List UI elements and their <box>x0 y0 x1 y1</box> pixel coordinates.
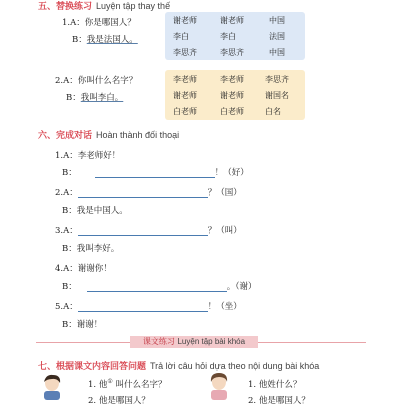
dialog-a-text: 李老师好！ <box>77 151 121 161</box>
banner-cn: 课文练习 <box>142 337 175 346</box>
dialog-b-label: B： <box>62 244 77 254</box>
dialog-b-label: B： <box>62 206 77 216</box>
section-6-title-cn: 六、完成对话 <box>38 131 93 141</box>
dialog-hint: ？（叫） <box>207 226 242 236</box>
question-left-1 <box>88 378 166 390</box>
ex2-b-label: B： <box>66 93 81 103</box>
table2-cell: 谢国名 <box>265 91 289 100</box>
dialog-a-text: 谢谢你！ <box>77 264 112 274</box>
table2-cell: 白老师 <box>220 107 244 116</box>
dialog-b-text: 我是中国人。 <box>76 206 128 216</box>
dialog-num: 5. <box>55 302 64 312</box>
section-6-title-vi: Hoàn thành đối thoại <box>96 130 180 140</box>
table1-cell: 李思齐 <box>220 48 244 57</box>
lesson-practice-banner <box>130 336 258 348</box>
question-text-rest: 叫什么名字？ <box>115 380 167 390</box>
ex1-b-text: 我是法国人。 <box>86 35 138 45</box>
ex1-a-text: 你是哪国人？ <box>84 18 136 28</box>
substitution-table-1 <box>165 12 305 60</box>
dialog-a-label: A： <box>63 302 78 312</box>
table2-cell: 李老师 <box>220 75 244 84</box>
dialog-2-line-a <box>55 186 242 198</box>
section-7-title <box>38 359 319 372</box>
question-text: 他是哪国人？ <box>98 396 150 406</box>
dialog-num: 3. <box>55 226 64 236</box>
dialog-1-line-b <box>62 166 249 178</box>
dialog-3-line-b <box>62 242 119 254</box>
section-5-title-vi: Luyện tập thay thế <box>96 1 171 11</box>
dialog-4-line-a <box>55 262 112 274</box>
dialog-hint: ！（坐） <box>207 302 242 312</box>
question-text: 他 <box>98 380 108 390</box>
ex2-line-b <box>66 91 123 103</box>
ex2-a-text: 你叫什么名字？ <box>77 76 138 86</box>
table1-cell: 李思齐 <box>173 48 197 57</box>
answer-blank[interactable] <box>78 302 208 312</box>
banner-rule-right <box>258 342 366 343</box>
table2-cell: 谢老师 <box>173 91 197 100</box>
table2-cell: 李思齐 <box>265 75 289 84</box>
banner-rule-left <box>36 342 130 343</box>
dialog-a-label: A： <box>63 151 78 161</box>
table1-cell: 法国 <box>269 32 285 41</box>
ex1-line-b <box>72 33 138 45</box>
dialog-num: 1. <box>55 151 64 161</box>
table1-cell: 中国 <box>269 48 285 57</box>
answer-blank[interactable] <box>78 188 208 198</box>
dialog-a-label: A： <box>63 226 78 236</box>
ex1-a-label: A： <box>70 18 85 28</box>
footnote-mark: ① <box>107 378 113 386</box>
dialog-hint: ！（好） <box>214 168 249 178</box>
girl-illustration <box>206 372 232 400</box>
dialog-num: 2. <box>55 188 64 198</box>
ex1-b-label: B： <box>72 35 87 45</box>
boy-illustration <box>40 374 64 400</box>
section-5-title <box>38 0 170 12</box>
ex1-line-a <box>62 16 136 28</box>
dialog-hint: ？（国） <box>207 188 242 198</box>
section-5-title-cn: 五、替换练习 <box>38 2 93 12</box>
answer-blank[interactable] <box>78 226 208 236</box>
dialog-b-label: B： <box>62 282 77 292</box>
banner-vi: Luyện tập bài khóa <box>177 337 246 346</box>
question-num: 2. <box>248 396 257 406</box>
answer-blank[interactable] <box>87 282 227 292</box>
ex2-num: 2. <box>55 76 64 86</box>
dialog-3-line-a <box>55 224 242 236</box>
dialog-5-line-a <box>55 300 242 312</box>
table1-cell: 中国 <box>269 16 285 25</box>
question-text: 他是哪国人？ <box>258 396 310 406</box>
dialog-b-text: 谢谢！ <box>76 320 103 330</box>
ex2-b-text: 我叫李白。 <box>80 93 124 103</box>
table2-cell: 谢老师 <box>220 91 244 100</box>
table2-cell: 李老师 <box>173 75 197 84</box>
dialog-b-label: B： <box>62 168 77 178</box>
dialog-hint: 。（谢） <box>226 282 257 292</box>
substitution-table-2 <box>165 70 305 120</box>
table2-cell: 白名 <box>265 107 281 116</box>
question-num: 2. <box>88 396 97 406</box>
table1-cell: 谢老师 <box>173 16 197 25</box>
dialog-1-line-a <box>55 149 120 161</box>
ex1-num: 1. <box>62 18 71 28</box>
dialog-b-label: B： <box>62 320 77 330</box>
table1-cell: 李白 <box>220 32 236 41</box>
question-right-1 <box>248 378 301 390</box>
ex2-a-label: A： <box>63 76 78 86</box>
ex2-line-a <box>55 74 137 86</box>
question-num: 1. <box>248 380 257 390</box>
dialog-num: 4. <box>55 264 64 274</box>
answer-blank[interactable] <box>95 168 215 178</box>
dialog-a-label: A： <box>63 188 78 198</box>
section-7-title-vi: Trả lời câu hỏi dựa theo nội dung bài khóa <box>150 361 320 371</box>
table1-cell: 谢老师 <box>220 16 244 25</box>
question-text: 他姓什么？ <box>258 380 302 390</box>
table2-cell: 白老师 <box>173 107 197 116</box>
question-right-2 <box>248 394 310 406</box>
dialog-b-text: 我叫李好。 <box>76 244 120 254</box>
section-6-title <box>38 128 179 141</box>
question-num: 1. <box>88 380 97 390</box>
dialog-5-line-b <box>62 318 102 330</box>
table1-cell: 李白 <box>173 32 189 41</box>
dialog-a-label: A： <box>63 264 78 274</box>
dialog-4-line-b <box>62 280 257 292</box>
dialog-2-line-b <box>62 204 128 216</box>
question-left-2 <box>88 394 150 406</box>
section-7-title-cn: 七、根据课文内容回答问题 <box>38 362 147 372</box>
